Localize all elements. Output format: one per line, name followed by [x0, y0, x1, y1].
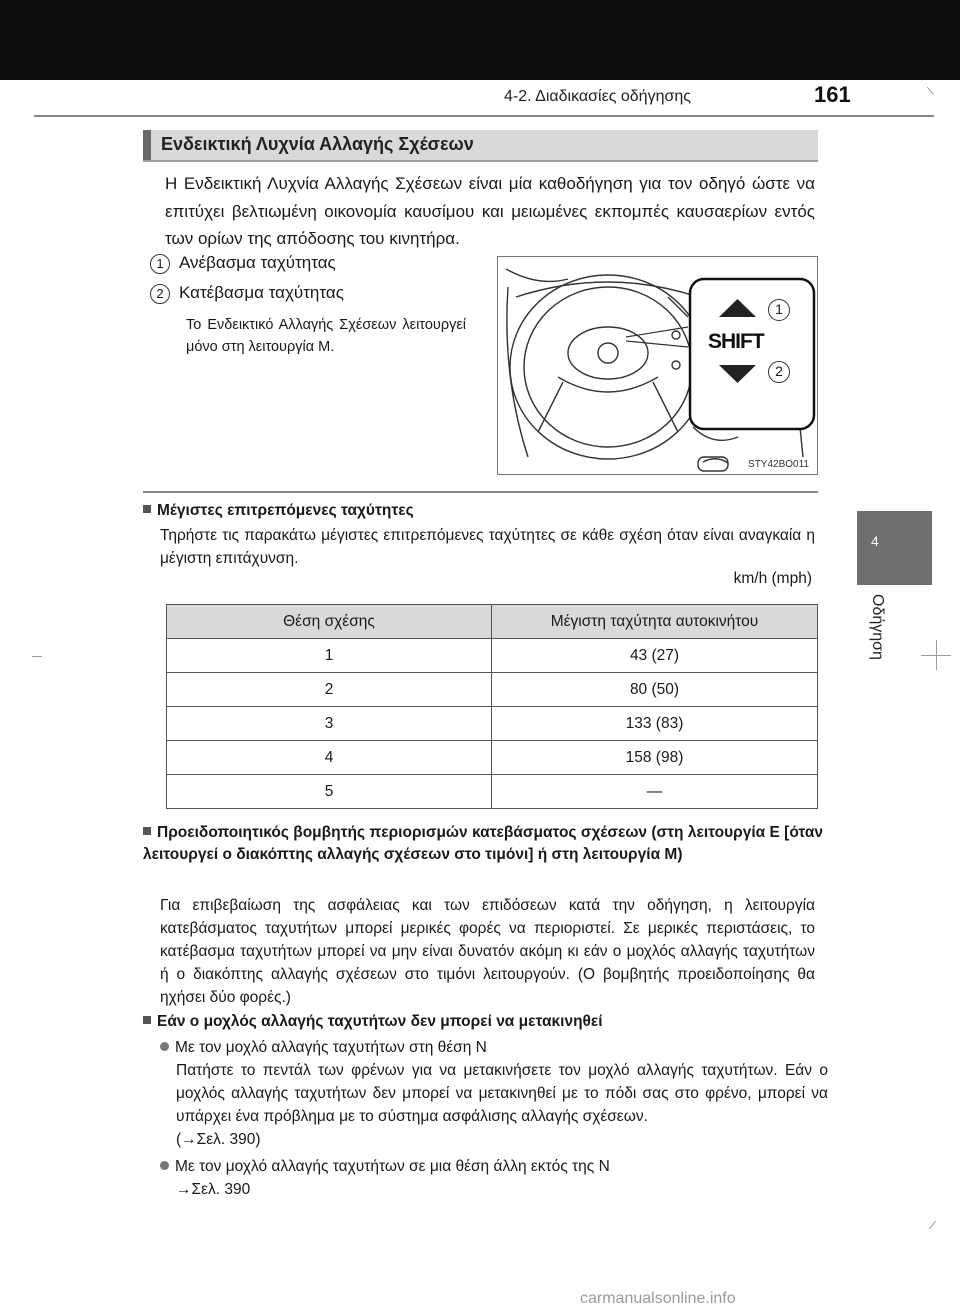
list-item-label: Κατέβασμα ταχύτητας [179, 283, 344, 302]
watermark-text: carmanualsonline.info [580, 1290, 736, 1307]
speed-cell: 133 (83) [492, 707, 818, 741]
column-header: Θέση σχέσης [167, 605, 492, 639]
gear-cell: 2 [167, 673, 492, 707]
lever-case-n: Με τον μοχλό αλλαγής ταχυτήτων στη θέση N [160, 1036, 487, 1059]
table-row [167, 741, 818, 775]
intro-paragraph: Η Ενδεικτική Λυχνία Αλλαγής Σχέσεων είναι μία καθοδήγηση για τον οδηγό ώστε να επιτύχει βελτιωμένη οικονομία καυσίμου και μειωμένες εκπομπές καυσαερίων εντός των ορίων της απόδοσης του κινητήρα. [165, 174, 815, 248]
shift-label: SHIFT [708, 330, 764, 353]
section-divider [143, 491, 818, 493]
gear-cell: 5 [167, 775, 492, 809]
chapter-number: 4 [871, 533, 879, 549]
lever-case-other: Με τον μοχλό αλλαγής ταχυτήτων σε μια θέση άλλη εκτός της N [160, 1155, 610, 1178]
figure-code: STY42BO011 [748, 459, 809, 470]
round-bullet-icon [160, 1161, 169, 1170]
gear-cell: 3 [167, 707, 492, 741]
crop-mark [927, 87, 934, 95]
table-header-row [167, 605, 818, 639]
section-title-bar [143, 130, 818, 160]
running-head: 4-2. Διαδικασίες οδήγησης [504, 88, 691, 105]
section-title-rule [143, 160, 818, 162]
speed-unit: km/h (mph) [733, 570, 812, 587]
gear-cell: 1 [167, 639, 492, 673]
column-header: Μέγιστη ταχύτητα αυτοκινήτου [492, 605, 818, 639]
figure-callout-1: 1 [768, 299, 790, 321]
page-number: 161 [814, 82, 851, 107]
speed-cell: 80 (50) [492, 673, 818, 707]
max-speed-table [166, 604, 818, 809]
list-item-downshift [150, 283, 344, 304]
crop-mark [32, 656, 42, 657]
max-speeds-heading: Μέγιστες επιτρεπόμενες ταχύτητες [143, 500, 823, 522]
top-black-band [0, 0, 960, 80]
lever-case-n-ref: (→Σελ. 390) [176, 1131, 261, 1148]
callout-number: 2 [150, 284, 170, 304]
table-row [167, 673, 818, 707]
lever-case-other-ref: →Σελ. 390 [176, 1181, 251, 1198]
table-row [167, 707, 818, 741]
shift-indicator-figure [497, 256, 818, 475]
list-item-upshift [150, 253, 336, 274]
mode-note: Το Ενδεικτικό Αλλαγής Σχέσεων λειτουργεί μόνο στη λειτουργία M. [186, 317, 466, 355]
square-bullet-icon [143, 1016, 151, 1024]
table-row [167, 775, 818, 809]
crop-mark [929, 1221, 936, 1229]
header-rule [34, 115, 934, 117]
speed-cell: 43 (27) [492, 639, 818, 673]
square-bullet-icon [143, 827, 151, 835]
crop-mark [921, 655, 951, 656]
chapter-tab [857, 511, 932, 585]
chapter-label: Οδήγηση [869, 594, 886, 660]
max-speeds-text: Τηρήστε τις παρακάτω μέγιστες επιτρεπόμενες ταχύτητες σε κάθε σχέση όταν είναι αναγκαία η μέγιστη επιτάχυνση. [160, 527, 815, 567]
lever-heading: Εάν ο μοχλός αλλαγής ταχυτήτων δεν μπορεί να μετακινηθεί [143, 1011, 823, 1033]
speed-cell: 158 (98) [492, 741, 818, 775]
round-bullet-icon [160, 1042, 169, 1051]
table-row [167, 639, 818, 673]
buzzer-text: Για επιβεβαίωση της ασφάλειας και των επιδόσεων κατά την οδήγηση, η λειτουργία κατεβάσματος ταχυτήτων μπορεί μερικές φορές να περιοριστεί. Σε μερικές περιστάσεις, το κατέβασμα ταχυτήτων μπορεί να μην είναι δυνατόν ακόμη κι εάν ο μοχλός αλλαγής ταχυτήτων ή ο διακόπτης αλλαγής σχέσεων στο τιμόνι λειτουργούν. (Ο βομβητής προειδοποίησης θα ηχήσει δύο φορές.) [160, 897, 815, 1006]
square-bullet-icon [143, 505, 151, 513]
lever-case-n-text: Πατήστε το πεντάλ των φρένων για να μετακινήσετε τον μοχλό αλλαγής ταχυτήτων. Εάν ο μοχλός αλλαγής ταχυτήτων δεν μπορεί να μετακινηθεί με το πόδι σας στο φρένο, μπορεί να υπάρχει ένα πρόβλημα με το σύστημα ασφάλισης αλλαγής σχέσεων. [176, 1062, 828, 1125]
list-item-label: Ανέβασμα ταχύτητας [179, 253, 336, 272]
speed-cell: — [492, 775, 818, 809]
gear-cell: 4 [167, 741, 492, 775]
buzzer-heading: Προειδοποιητικός βομβητής περιορισμών κατεβάσματος σχέσεων (στη λειτουργία E [όταν λειτουργεί ο διακόπτης αλλαγής σχέσεων στο τιμόνι] ή στη λειτουργία M) [143, 824, 823, 863]
figure-callout-2: 2 [768, 361, 790, 383]
section-title: Ενδεικτική Λυχνία Αλλαγής Σχέσεων [161, 134, 474, 154]
callout-number: 1 [150, 254, 170, 274]
